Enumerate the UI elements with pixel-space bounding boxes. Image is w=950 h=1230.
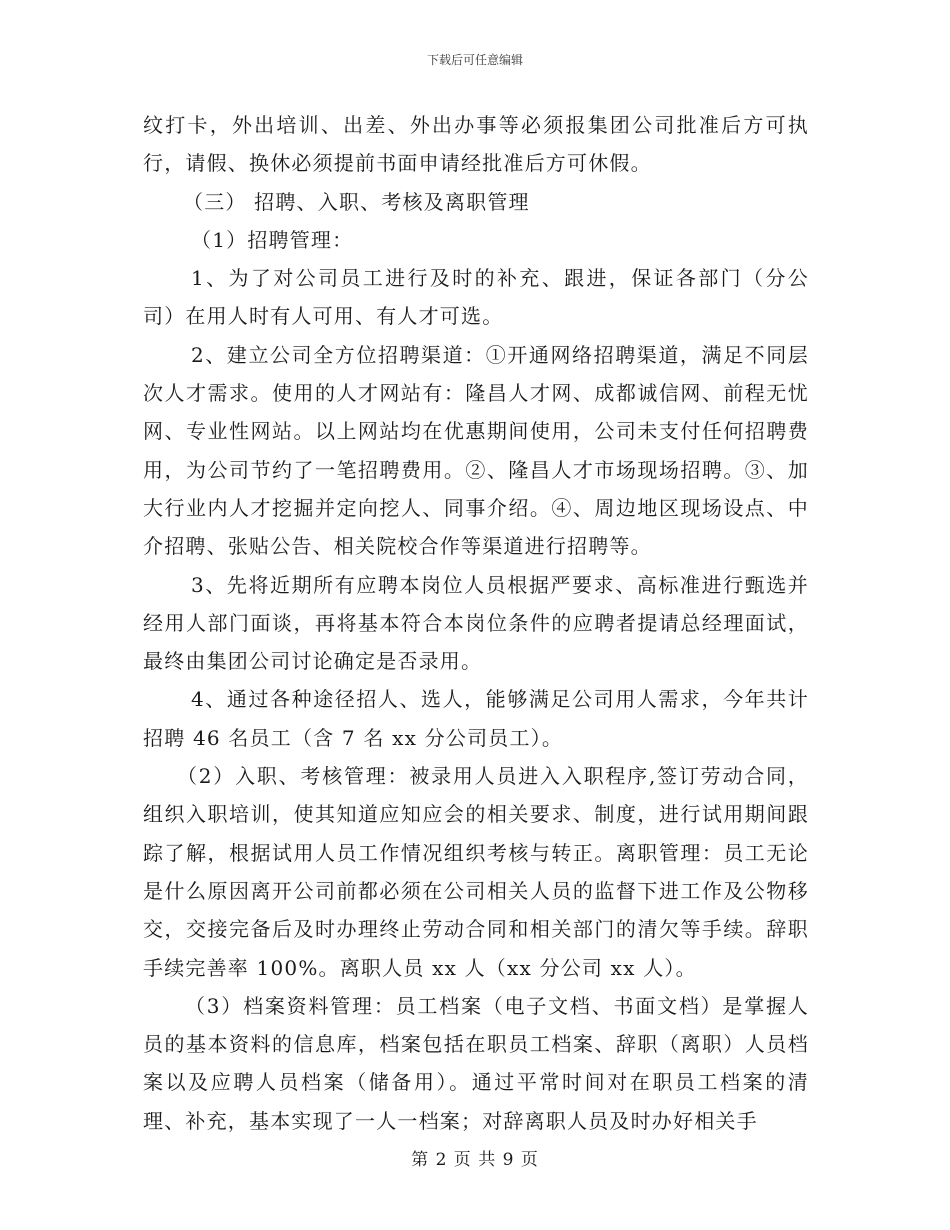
- page-header-note: 下载后可任意编辑: [426, 53, 523, 67]
- paragraph-item-3: 3、先将近期所有应聘本岗位人员根据严要求、高标准进行甄选并经用人部门面谈，再将基本符合本岗位条件的应聘者提请总经理面试，最终由集团公司讨论确定是否录用。: [143, 572, 809, 674]
- document-body: [143, 106, 809, 1140]
- paragraph-archive-management: （3）档案资料管理：员工档案（电子文档、书面文档）是掌握人员的基本资料的信息库，档案包括在职员工档案、辞职（离职）人员档案以及应聘人员档案（储备用）。通过平常时间对在职员工档案的清理、补充，基本实现了一人一档案；对辞离职人员及时办好相关手: [143, 993, 809, 1133]
- paragraph-onboarding-management: （2）入职、考核管理：被录用人员进入入职程序,签订劳动合同，组织入职培训，使其知道应知应会的相关要求、制度，进行试用期间跟踪了解，根据试用人员工作情况组织考核与转正。离职管理：员工无论是什么原因离开公司前都必须在公司相关人员的监督下进工作及公物移交，交接完备后及时办理终止劳动合同和相关部门的清欠等手续。辞职手续完善率 100%。离职人员 xx 人（xx 分公司 xx 人）。: [143, 764, 809, 980]
- paragraph-item-1: 1、为了对公司员工进行及时的补充、跟进，保证各部门（分公司）在用人时有人可用、有人才可选。: [143, 266, 809, 329]
- section-heading-recruitment: （三） 招聘、入职、考核及离职管理: [183, 189, 530, 214]
- paragraph-item-4: 4、通过各种途径招人、选人，能够满足公司用人需求，今年共计招聘 46 名员工（含 7 名 xx 分公司员工）。: [143, 687, 809, 750]
- paragraph-continuation: 纹打卡，外出培训、出差、外出办事等必须报集团公司批准后方可执行，请假、换休必须提前书面申请经批准后方可休假。: [143, 113, 809, 176]
- page-number: 第 2 页 共 9 页: [411, 1150, 539, 1170]
- subheading-recruitment-management: （1）招聘管理：: [191, 227, 354, 252]
- paragraph-item-2: 2、建立公司全方位招聘渠道：①开通网络招聘渠道，满足不同层次人才需求。使用的人才网站有：隆昌人才网、成都诚信网、前程无忧网、专业性网站。以上网站均在优惠期间使用，公司未支付任何招聘费用，为公司节约了一笔招聘费用。②、隆昌人才市场现场招聘。③、加大行业内人才挖掘并定向挖人、同事介绍。④、周边地区现场设点、中介招聘、张贴公告、相关院校合作等渠道进行招聘等。: [143, 342, 809, 559]
